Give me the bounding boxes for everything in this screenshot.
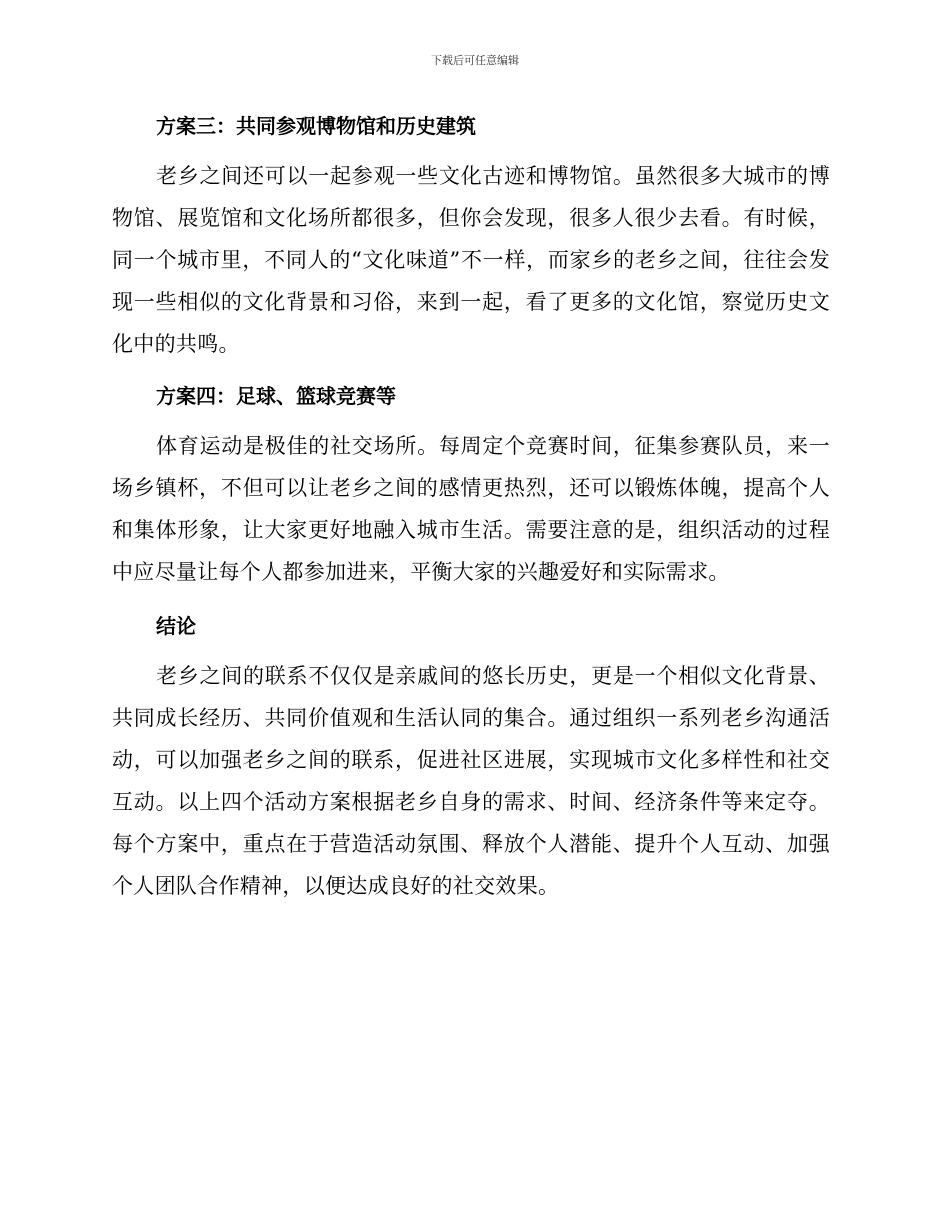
section-paragraph-conclusion: 老乡之间的联系不仅仅是亲戚间的悠长历史，更是一个相似文化背景、共同成长经历、共同价值观和生活认同的集合。通过组织一系列老乡沟通活动，可以加强老乡之间的联系，促进社区进展，实现城市文化多样性和社交互动。以上四个活动方案根据老乡自身的需求、时间、经济条件等来定夺。每个方案中，重点在于营造活动氛围、释放个人潜能、提升个人互动、加强个人团队合作精神，以便达成良好的社交效果。	[112, 664, 830, 898]
section-heading-plan-4: 方案四：足球、篮球竞赛等	[156, 384, 396, 408]
document-body	[112, 111, 830, 907]
section-paragraph-plan-3: 老乡之间还可以一起参观一些文化古迹和博物馆。虽然很多大城市的博物馆、展览馆和文化场所都很多，但你会发现，很多人很少去看。有时候，同一个城市里，不同人的“文化味道”不一样，而家乡的老乡之间，往往会发现一些相似的文化背景和习俗，来到一起，看了更多的文化馆，察觉历史文化中的共鸣。	[112, 164, 830, 356]
section-heading-plan-3: 方案三：共同参观博物馆和历史建筑	[156, 114, 476, 138]
section-heading-conclusion: 结论	[156, 614, 196, 638]
section-paragraph-plan-4: 体育运动是极佳的社交场所。每周定个竞赛时间，征集参赛队员，来一场乡镇杯，不但可以让老乡之间的感情更热烈，还可以锻炼体魄，提高个人和集体形象，让大家更好地融入城市生活。需要注意的是，组织活动的过程中应尽量让每个人都参加进来，平衡大家的兴趣爱好和实际需求。	[112, 434, 830, 584]
page-header: 下载后可任意编辑	[431, 54, 519, 67]
